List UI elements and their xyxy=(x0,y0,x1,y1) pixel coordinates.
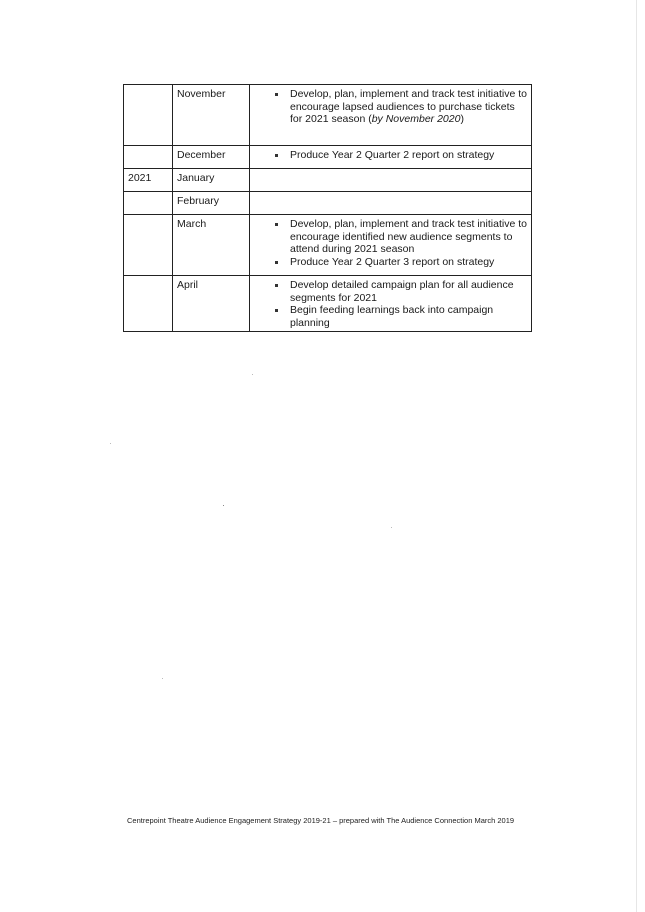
month-cell: November xyxy=(173,85,250,146)
year-cell xyxy=(124,85,173,146)
page-edge xyxy=(636,0,637,912)
tasks-cell xyxy=(250,192,532,215)
task-text: Develop, plan, implement and track test initiative to encourage lapsed audiences to purchase tickets for 2021 season ( xyxy=(290,88,527,125)
year-cell xyxy=(124,215,173,276)
schedule-table xyxy=(123,84,532,332)
scan-speck xyxy=(391,527,392,528)
square-bullet-icon xyxy=(275,223,278,226)
task-text: Produce Year 2 Quarter 2 report on strategy xyxy=(290,149,495,161)
square-bullet-icon xyxy=(275,154,278,157)
scan-speck xyxy=(252,374,253,375)
task-list xyxy=(254,149,527,162)
task-item xyxy=(254,149,527,162)
square-bullet-icon xyxy=(275,284,278,287)
task-item xyxy=(254,304,527,329)
task-text: Develop, plan, implement and track test initiative to encourage identified new audience segments to attend during 2021 season xyxy=(290,218,527,255)
year-cell xyxy=(124,146,173,169)
task-item xyxy=(254,218,527,256)
tasks-cell xyxy=(250,276,532,332)
tasks-cell xyxy=(250,146,532,169)
square-bullet-icon xyxy=(275,309,278,312)
table-row xyxy=(124,276,532,332)
task-list xyxy=(254,279,527,329)
scan-speck xyxy=(110,443,111,444)
task-item xyxy=(254,279,527,304)
table-row xyxy=(124,146,532,169)
table-row xyxy=(124,85,532,146)
task-text: Begin feeding learnings back into campaign planning xyxy=(290,304,494,329)
table-row xyxy=(124,215,532,276)
task-item xyxy=(254,88,527,126)
month-cell: March xyxy=(173,215,250,276)
task-text-suffix: ) xyxy=(460,113,464,125)
scan-speck xyxy=(223,505,224,506)
tasks-cell xyxy=(250,169,532,192)
task-text: Produce Year 2 Quarter 3 report on strategy xyxy=(290,255,495,268)
task-item xyxy=(254,256,527,269)
task-list xyxy=(254,88,527,126)
month-cell: April xyxy=(173,276,250,332)
task-text: Develop detailed campaign plan for all audience segments for 2021 xyxy=(290,279,514,304)
table-row xyxy=(124,169,532,192)
scan-speck xyxy=(162,678,163,679)
square-bullet-icon xyxy=(275,93,278,96)
month-cell: February xyxy=(173,192,250,215)
tasks-cell xyxy=(250,85,532,146)
year-cell: 2021 xyxy=(124,169,173,192)
year-cell xyxy=(124,276,173,332)
year-cell xyxy=(124,192,173,215)
tasks-cell xyxy=(250,215,532,276)
square-bullet-icon xyxy=(275,261,278,264)
month-cell: December xyxy=(173,146,250,169)
month-cell: January xyxy=(173,169,250,192)
task-list xyxy=(254,218,527,268)
task-deadline-note: by November 2020 xyxy=(371,113,461,125)
page-footer: Centrepoint Theatre Audience Engagement Strategy 2019-21 – prepared with The Audience Connection March 2019 xyxy=(127,816,515,825)
table-row xyxy=(124,192,532,215)
